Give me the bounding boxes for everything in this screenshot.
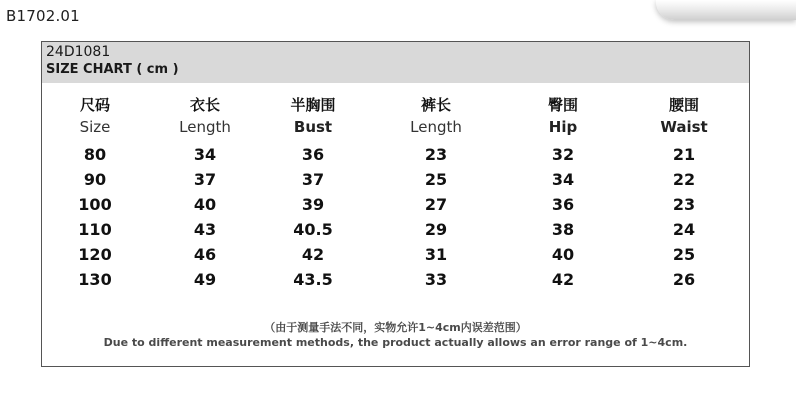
- column-header-zh: 衣长: [189, 96, 220, 114]
- chart-code: 24D1081: [46, 44, 111, 60]
- table-cell: 80: [83, 145, 107, 164]
- column-top-length: [150, 94, 260, 292]
- column-waist: [629, 94, 739, 292]
- table-cell: 36: [301, 145, 325, 164]
- table-cell: 23: [424, 145, 448, 164]
- table-cell: 37: [193, 170, 217, 189]
- table-cell: 120: [78, 245, 112, 264]
- table-cell: 31: [424, 245, 448, 264]
- measurement-note-en: Due to different measurement methods, the product actually allows an error range of 1~4cm.: [103, 336, 688, 349]
- window-corner-shadow: [656, 0, 796, 20]
- column-pants-length: [381, 94, 491, 292]
- table-cell: 36: [551, 195, 575, 214]
- table-cell: 38: [551, 220, 575, 239]
- table-cell: 40.5: [293, 220, 333, 239]
- table-cell: 100: [78, 195, 112, 214]
- column-size: [40, 94, 150, 292]
- column-header-en: Length: [410, 118, 462, 136]
- table-cell: 39: [301, 195, 325, 214]
- column-values: [381, 142, 491, 292]
- column-values: [258, 142, 368, 292]
- table-cell: 34: [193, 145, 217, 164]
- column-header-en: Hip: [548, 118, 578, 136]
- table-cell: 27: [424, 195, 448, 214]
- column-hip: [508, 94, 618, 292]
- column-values: [40, 142, 150, 292]
- size-chart: [41, 41, 750, 367]
- table-cell: 49: [193, 270, 217, 289]
- column-header-zh: 裤长: [420, 96, 451, 114]
- measurement-note-zh: （由于测量手法不同，实物允许1~4cm内误差范围）: [264, 321, 527, 334]
- table-cell: 29: [424, 220, 448, 239]
- column-header-en: Length: [179, 118, 231, 136]
- size-chart-header: [42, 42, 749, 83]
- chart-title: SIZE CHART ( cm ): [46, 62, 179, 77]
- table-cell: 37: [301, 170, 325, 189]
- table-cell: 130: [78, 270, 112, 289]
- table-cell: 23: [672, 195, 696, 214]
- column-values: [629, 142, 739, 292]
- table-cell: 110: [78, 220, 112, 239]
- column-header-en: Bust: [293, 118, 333, 136]
- column-header-zh: 臀围: [547, 96, 578, 114]
- column-header-zh: 尺码: [79, 96, 110, 114]
- table-cell: 40: [551, 245, 575, 264]
- column-bust: [258, 94, 368, 292]
- column-values: [508, 142, 618, 292]
- table-cell: 32: [551, 145, 575, 164]
- table-cell: 46: [193, 245, 217, 264]
- table-cell: 90: [83, 170, 107, 189]
- column-header-en: Size: [79, 118, 111, 136]
- table-cell: 42: [551, 270, 575, 289]
- column-header-zh: 半胸围: [290, 96, 336, 114]
- table-cell: 25: [672, 245, 696, 264]
- table-cell: 42: [301, 245, 325, 264]
- table-cell: 22: [672, 170, 696, 189]
- table-cell: 21: [672, 145, 696, 164]
- table-cell: 34: [551, 170, 575, 189]
- table-cell: 43.5: [293, 270, 333, 289]
- product-code: B1702.01: [6, 7, 80, 25]
- table-cell: 43: [193, 220, 217, 239]
- table-cell: 25: [424, 170, 448, 189]
- column-header-zh: 腰围: [668, 96, 699, 114]
- table-cell: 40: [193, 195, 217, 214]
- table-cell: 33: [424, 270, 448, 289]
- table-cell: 26: [672, 270, 696, 289]
- table-cell: 24: [672, 220, 696, 239]
- column-values: [150, 142, 260, 292]
- column-header-en: Waist: [660, 118, 708, 136]
